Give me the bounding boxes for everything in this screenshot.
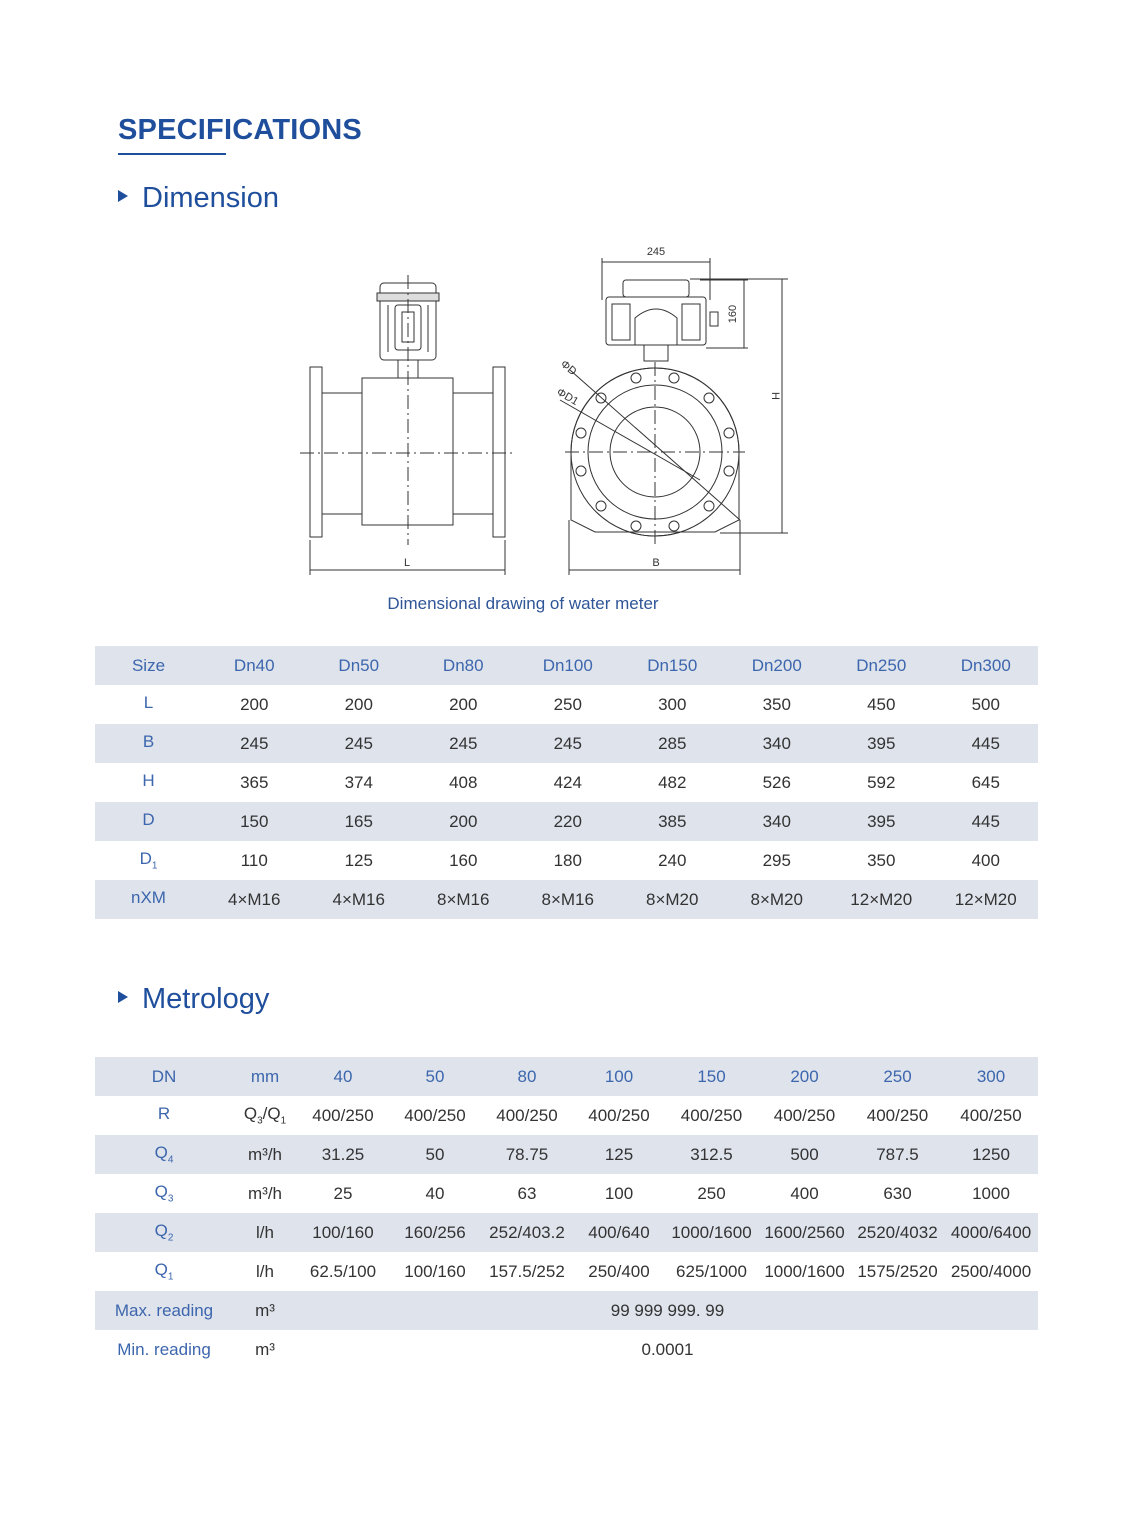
page-title: SPECIFICATIONS (118, 114, 362, 146)
dimension-row-label-text: B (142, 732, 155, 752)
dim-160-label: 160 (727, 304, 739, 324)
metrology-value-cell: 63 (517, 1183, 537, 1203)
dimension-row (95, 841, 1038, 880)
dimension-value-cell: 395 (829, 802, 934, 841)
dimension-value-cell: 340 (725, 724, 830, 763)
metrology-unit-cell: m³ (255, 1339, 275, 1359)
metrology-row-label-subscript: 2 (167, 1232, 174, 1244)
metrology-unit-cell: l/h (256, 1261, 274, 1281)
dimension-header-cell: Dn150 (620, 646, 725, 685)
metrology-value-cell: 1575/2520 (857, 1261, 938, 1281)
dimension-row (95, 685, 1038, 724)
dim-h-label: H (769, 392, 781, 400)
dimension-value-cell: 8×M16 (516, 880, 621, 919)
dimension-value-cell: 250 (553, 694, 582, 714)
dimension-value-cell: 125 (344, 850, 373, 870)
metrology-header-cell: DN (95, 1057, 233, 1096)
metrology-value-cell: 400/250 (312, 1105, 374, 1125)
dimension-value-cell: 200 (240, 694, 269, 714)
dimension-value-cell: 8×M20 (620, 880, 725, 919)
metrology-value-cell: 400/250 (960, 1105, 1022, 1125)
metrology-header-cell: mm (233, 1057, 297, 1096)
dimension-header-cell: Dn300 (934, 646, 1039, 685)
metrology-value-cell: 100/160 (404, 1261, 466, 1281)
dimension-value-cell: 12×M20 (934, 880, 1039, 919)
dimension-row-label (95, 841, 202, 880)
dimension-header-cell: Dn80 (411, 646, 516, 685)
metrology-min-reading-row (95, 1330, 1038, 1369)
metrology-value-cell: 157.5/252 (489, 1261, 565, 1281)
metrology-value-cell: 1250 (944, 1135, 1038, 1174)
section-dimension-label: Dimension (142, 182, 279, 214)
metrology-value-cell: 312.5 (665, 1135, 758, 1174)
dimension-value-cell: 245 (202, 724, 307, 763)
dimension-row (95, 763, 1038, 802)
dimension-value-cell: 374 (344, 772, 373, 792)
section-metrology-label: Metrology (142, 983, 270, 1015)
metrology-value-cell: 400/250 (404, 1105, 466, 1125)
metrology-value-cell: 40 (425, 1183, 445, 1203)
metrology-value-cell: 100 (604, 1183, 634, 1203)
metrology-unit-cell: $Q_3/Q_1$ (243, 1104, 287, 1127)
dimension-value-cell: 165 (307, 802, 412, 841)
metrology-row-label-text: Q (154, 1260, 168, 1280)
metrology-row-label-subscript: 1 (167, 1271, 174, 1283)
metrology-value-cell: 400 (790, 1183, 819, 1203)
metrology-value-cell: 250/400 (588, 1261, 650, 1281)
dimension-header-cell: Size (95, 646, 202, 685)
metrology-row-label (95, 1096, 233, 1135)
dim-phid1-label: ΦD1 (554, 386, 581, 409)
dimension-value-cell: 450 (867, 694, 896, 714)
metrology-value-cell: 2500/4000 (950, 1261, 1032, 1281)
dimension-row-label (95, 685, 202, 724)
dimension-value-cell: 350 (867, 850, 896, 870)
dimension-value-cell: 300 (658, 694, 687, 714)
metrology-row-label-text: R (157, 1104, 171, 1124)
metrology-unit-cell: m³ (233, 1291, 297, 1330)
dim-phid-label: ΦD (558, 358, 579, 379)
metrology-row-label (95, 1252, 233, 1291)
metrology-value-cell: 78.75 (481, 1135, 573, 1174)
metrology-row-label-text: Q (154, 1221, 168, 1241)
dimension-value-cell: 350 (762, 694, 791, 714)
metrology-row-label: Max. reading (95, 1291, 233, 1330)
dimension-row-label (95, 724, 202, 763)
dimension-header-cell: Dn250 (829, 646, 934, 685)
dimension-value-cell: 385 (620, 802, 725, 841)
metrology-row (95, 1174, 1038, 1213)
metrology-value-cell: 1000/1600 (764, 1261, 845, 1281)
dimension-value-cell: 445 (934, 802, 1039, 841)
dimension-header-row (95, 646, 1038, 685)
metrology-value-cell: 0.0001 (641, 1339, 694, 1359)
metrology-value-cell: 787.5 (851, 1135, 944, 1174)
dimension-header-cell: Dn40 (202, 646, 307, 685)
metrology-unit-cell: l/h (233, 1213, 297, 1252)
metrology-value-cell: 25 (333, 1183, 353, 1203)
dimension-row-label-text: L (143, 693, 154, 713)
dimension-value-cell: 240 (658, 850, 687, 870)
metrology-header-cell: 300 (944, 1057, 1038, 1096)
dimension-value-cell: 200 (344, 694, 373, 714)
metrology-header-cell: 50 (389, 1057, 481, 1096)
metrology-value-cell: 630 (883, 1183, 912, 1203)
dimension-value-cell: 592 (867, 772, 896, 792)
dimension-value-cell: 245 (516, 724, 621, 763)
metrology-row (95, 1135, 1038, 1174)
dimension-row (95, 880, 1038, 919)
metrology-header-row (95, 1057, 1038, 1096)
dimension-row (95, 724, 1038, 763)
metrology-value-cell: 250 (697, 1183, 726, 1203)
dimension-row-label-text: D (139, 849, 152, 869)
dimension-value-cell: 200 (411, 802, 516, 841)
metrology-max-reading-row (95, 1291, 1038, 1330)
metrology-table (95, 1057, 1038, 1369)
dimension-row-label-subscript: 1 (151, 860, 158, 872)
metrology-value-cell: 400/250 (496, 1105, 558, 1125)
metrology-value-cell: 99 999 999. 99 (297, 1291, 1038, 1330)
metrology-row (95, 1252, 1038, 1291)
dimension-value-cell: 645 (971, 772, 1000, 792)
metrology-value-cell: 1600/2560 (758, 1213, 851, 1252)
metrology-row (95, 1213, 1038, 1252)
dimension-value-cell: 365 (240, 772, 269, 792)
metrology-row-label (95, 1135, 233, 1174)
dimension-value-cell: 160 (449, 850, 478, 870)
metrology-row-label: Min. reading (117, 1339, 211, 1359)
metrology-value-cell: 125 (573, 1135, 665, 1174)
drawing-caption: Dimensional drawing of water meter (387, 594, 659, 613)
dimension-value-cell: 200 (449, 694, 478, 714)
metrology-header-cell: 250 (851, 1057, 944, 1096)
dimension-row-label-text: D (142, 810, 155, 830)
metrology-header-cell: 80 (481, 1057, 573, 1096)
dimension-value-cell: 285 (620, 724, 725, 763)
dimension-value-cell: 245 (307, 724, 412, 763)
dimension-row-label-text: H (142, 771, 155, 791)
dimension-row-label (95, 763, 202, 802)
dim-245-label: 245 (646, 246, 666, 258)
triangle-bullet-icon (118, 991, 128, 1003)
metrology-value-cell: 252/403.2 (481, 1213, 573, 1252)
metrology-row-label-subscript: 4 (167, 1154, 174, 1166)
dimension-value-cell: 4×M16 (202, 880, 307, 919)
dimension-value-cell: 12×M20 (829, 880, 934, 919)
metrology-value-cell: 400/250 (773, 1105, 836, 1125)
dimension-value-cell: 526 (762, 772, 791, 792)
metrology-header-cell: 150 (665, 1057, 758, 1096)
dimension-value-cell: 482 (658, 772, 687, 792)
metrology-value-cell: 1000/1600 (665, 1213, 758, 1252)
dimension-table (95, 646, 1038, 919)
dimension-value-cell: 8×M16 (411, 880, 516, 919)
dimension-row-label-text: nXM (131, 888, 166, 908)
dimension-value-cell: 408 (449, 772, 478, 792)
metrology-value-cell: 31.25 (297, 1135, 389, 1174)
metrology-value-cell: 62.5/100 (309, 1261, 377, 1281)
dim-b-label: B (652, 557, 660, 569)
metrology-value-cell: 2520/4032 (851, 1213, 944, 1252)
metrology-value-cell: 625/1000 (676, 1261, 747, 1281)
dimension-header-cell: Dn100 (516, 646, 621, 685)
section-metrology (118, 983, 269, 1016)
metrology-value-cell: 100/160 (297, 1213, 389, 1252)
metrology-unit-cell: m³/h (248, 1183, 282, 1203)
metrology-value-cell: 1000 (972, 1183, 1010, 1203)
metrology-value-cell: 400/250 (680, 1105, 743, 1125)
metrology-row-label-subscript: 3 (167, 1193, 174, 1205)
dimension-header-cell: Dn200 (725, 646, 830, 685)
metrology-row-label (95, 1174, 233, 1213)
dimension-value-cell: 340 (725, 802, 830, 841)
dimension-drawing (0, 0, 1134, 640)
metrology-header-cell: 200 (758, 1057, 851, 1096)
dimension-value-cell: 445 (934, 724, 1039, 763)
metrology-row-label-text: Q (154, 1182, 168, 1202)
metrology-value-cell: 160/256 (389, 1213, 481, 1252)
dim-l-label: L (403, 557, 411, 569)
metrology-row-label (95, 1213, 233, 1252)
metrology-row-label-text: Q (154, 1143, 168, 1163)
dimension-row-label (95, 802, 202, 841)
metrology-value-cell: 50 (389, 1135, 481, 1174)
dimension-row-label (95, 880, 202, 919)
dimension-value-cell: 4×M16 (307, 880, 412, 919)
dimension-value-cell: 110 (240, 850, 268, 870)
metrology-header-cell: 40 (297, 1057, 389, 1096)
dimension-header-cell: Dn50 (307, 646, 412, 685)
dimension-value-cell: 180 (553, 850, 582, 870)
dimension-value-cell: 8×M20 (725, 880, 830, 919)
metrology-row (95, 1096, 1038, 1135)
metrology-value-cell: 400/640 (573, 1213, 665, 1252)
dimension-value-cell: 400 (971, 850, 1000, 870)
dimension-value-cell: 424 (553, 772, 582, 792)
metrology-value-cell: 400/250 (588, 1105, 650, 1125)
dimension-value-cell: 220 (516, 802, 621, 841)
metrology-value-cell: 400/250 (866, 1105, 929, 1125)
dimension-value-cell: 500 (971, 694, 1000, 714)
metrology-value-cell: 500 (758, 1135, 851, 1174)
metrology-value-cell: 4000/6400 (944, 1213, 1038, 1252)
metrology-unit-cell: m³/h (233, 1135, 297, 1174)
dimension-value-cell: 295 (762, 850, 791, 870)
dimension-value-cell: 245 (411, 724, 516, 763)
metrology-header-cell: 100 (573, 1057, 665, 1096)
dimension-value-cell: 395 (829, 724, 934, 763)
dimension-value-cell: 150 (202, 802, 307, 841)
dimension-row (95, 802, 1038, 841)
